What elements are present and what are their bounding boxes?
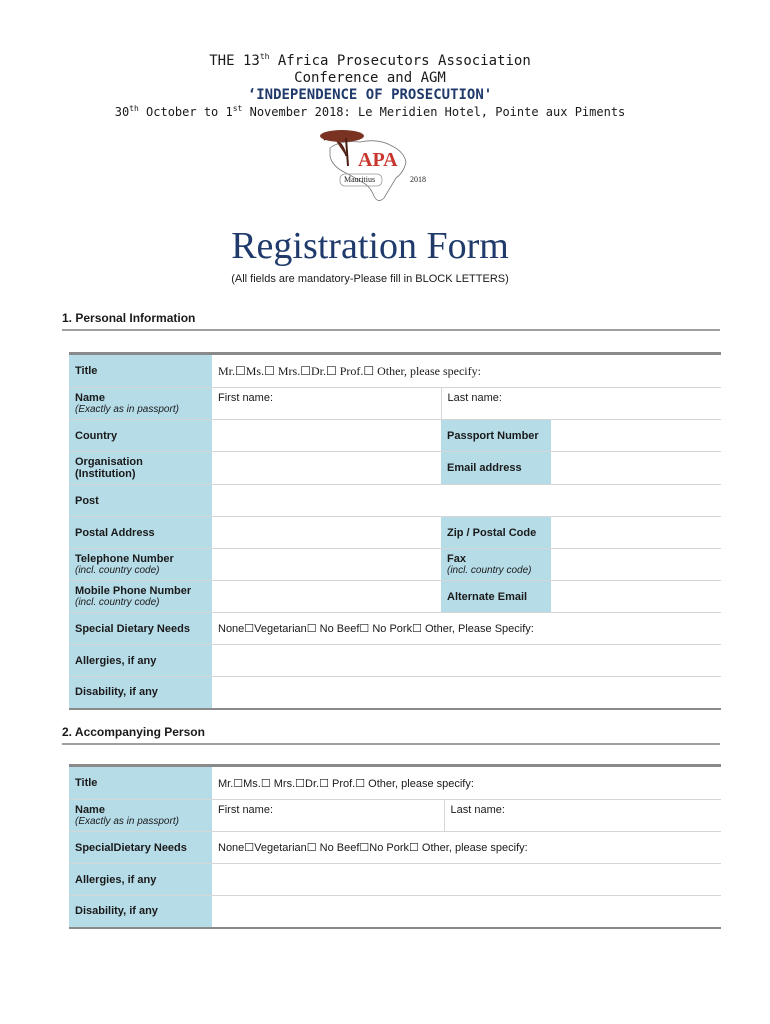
table-row xyxy=(69,388,721,420)
zip-field[interactable] xyxy=(551,517,721,549)
table-row xyxy=(69,452,721,485)
svg-text:2018: 2018 xyxy=(410,175,426,184)
first-name-field[interactable]: First name: xyxy=(212,388,441,420)
allergies-label: Allergies, if any xyxy=(69,864,212,896)
table-row xyxy=(69,517,721,549)
accompanying-person-table xyxy=(69,764,721,929)
last-name-field[interactable]: Last name: xyxy=(441,388,721,420)
disability-label: Disability, if any xyxy=(69,677,212,709)
passport-field[interactable] xyxy=(551,420,721,452)
title-label: Title xyxy=(69,766,212,800)
name-label: Name (Exactly as in passport) xyxy=(69,388,212,420)
post-field[interactable] xyxy=(212,485,721,517)
table-row xyxy=(69,581,721,613)
first-name-field[interactable]: First name: xyxy=(212,800,444,832)
table-row xyxy=(69,549,721,581)
table-row xyxy=(69,766,721,800)
passport-label: Passport Number xyxy=(441,420,551,452)
apa-logo xyxy=(300,126,440,206)
disability-field[interactable] xyxy=(212,677,721,709)
mobile-label: Mobile Phone Number (incl. country code) xyxy=(69,581,212,613)
table-row xyxy=(69,420,721,452)
telephone-label: Telephone Number (incl. country code) xyxy=(69,549,212,581)
organisation-label: Organisation (Institution) xyxy=(69,452,212,485)
allergies-label: Allergies, if any xyxy=(69,645,212,677)
disability-field[interactable] xyxy=(212,896,721,928)
form-title: Registration Form xyxy=(231,225,509,267)
personal-info-table xyxy=(69,352,721,710)
header-theme: ‘INDEPENDENCE OF PROSECUTION' xyxy=(247,87,493,103)
fax-field[interactable] xyxy=(551,549,721,581)
allergies-field[interactable] xyxy=(212,864,721,896)
table-row xyxy=(69,832,721,864)
disability-label: Disability, if any xyxy=(69,896,212,928)
title-options[interactable]: Mr.☐Ms.☐ Mrs.☐Dr.☐ Prof.☐ Other, please specify: xyxy=(212,766,721,800)
fax-label: Fax (incl. country code) xyxy=(441,549,551,581)
postal-address-label: Postal Address xyxy=(69,517,212,549)
last-name-field[interactable]: Last name: xyxy=(444,800,721,832)
table-row xyxy=(69,485,721,517)
organisation-field[interactable] xyxy=(212,452,441,485)
table-row xyxy=(69,354,721,388)
table-row xyxy=(69,896,721,928)
table-row xyxy=(69,800,721,832)
diet-label: SpecialDietary Needs xyxy=(69,832,212,864)
diet-options[interactable]: None☐Vegetarian☐ No Beef☐No Pork☐ Other, please specify: xyxy=(212,832,721,864)
svg-text:Mauritius: Mauritius xyxy=(344,175,376,184)
alt-email-field[interactable] xyxy=(551,581,721,613)
section-1-heading: 1. Personal Information xyxy=(62,311,196,325)
email-label: Email address xyxy=(441,452,551,485)
zip-label: Zip / Postal Code xyxy=(441,517,551,549)
alt-email-label: Alternate Email xyxy=(441,581,551,613)
table-row xyxy=(69,864,721,896)
header-dates-venue: 30th October to 1st November 2018: Le Meridien Hotel, Pointe aux Piments xyxy=(114,104,626,119)
table-row xyxy=(69,677,721,709)
form-subtitle: (All fields are mandatory-Please fill in BLOCK LETTERS) xyxy=(231,273,509,285)
name-label: Name (Exactly as in passport) xyxy=(69,800,212,832)
section-2-heading: 2. Accompanying Person xyxy=(62,725,205,739)
table-row xyxy=(69,613,721,645)
diet-label: Special Dietary Needs xyxy=(69,613,212,645)
header-line-1: THE 13th Africa Prosecutors Association xyxy=(209,52,531,69)
post-label: Post xyxy=(69,485,212,517)
telephone-field[interactable] xyxy=(212,549,441,581)
section-divider xyxy=(62,329,720,331)
header-line-2: Conference and AGM xyxy=(294,70,446,86)
email-field[interactable] xyxy=(551,452,721,485)
country-field[interactable] xyxy=(212,420,441,452)
postal-address-field[interactable] xyxy=(212,517,441,549)
title-label: Title xyxy=(69,354,212,388)
logo-text: APA xyxy=(358,149,398,171)
mobile-field[interactable] xyxy=(212,581,441,613)
diet-options[interactable]: None☐Vegetarian☐ No Beef☐ No Pork☐ Other, Please Specify: xyxy=(212,613,721,645)
country-label: Country xyxy=(69,420,212,452)
section-divider xyxy=(62,743,720,745)
title-options[interactable]: Mr.☐Ms.☐ Mrs.☐Dr.☐ Prof.☐ Other, please specify: xyxy=(212,354,721,388)
allergies-field[interactable] xyxy=(212,645,721,677)
table-row xyxy=(69,645,721,677)
